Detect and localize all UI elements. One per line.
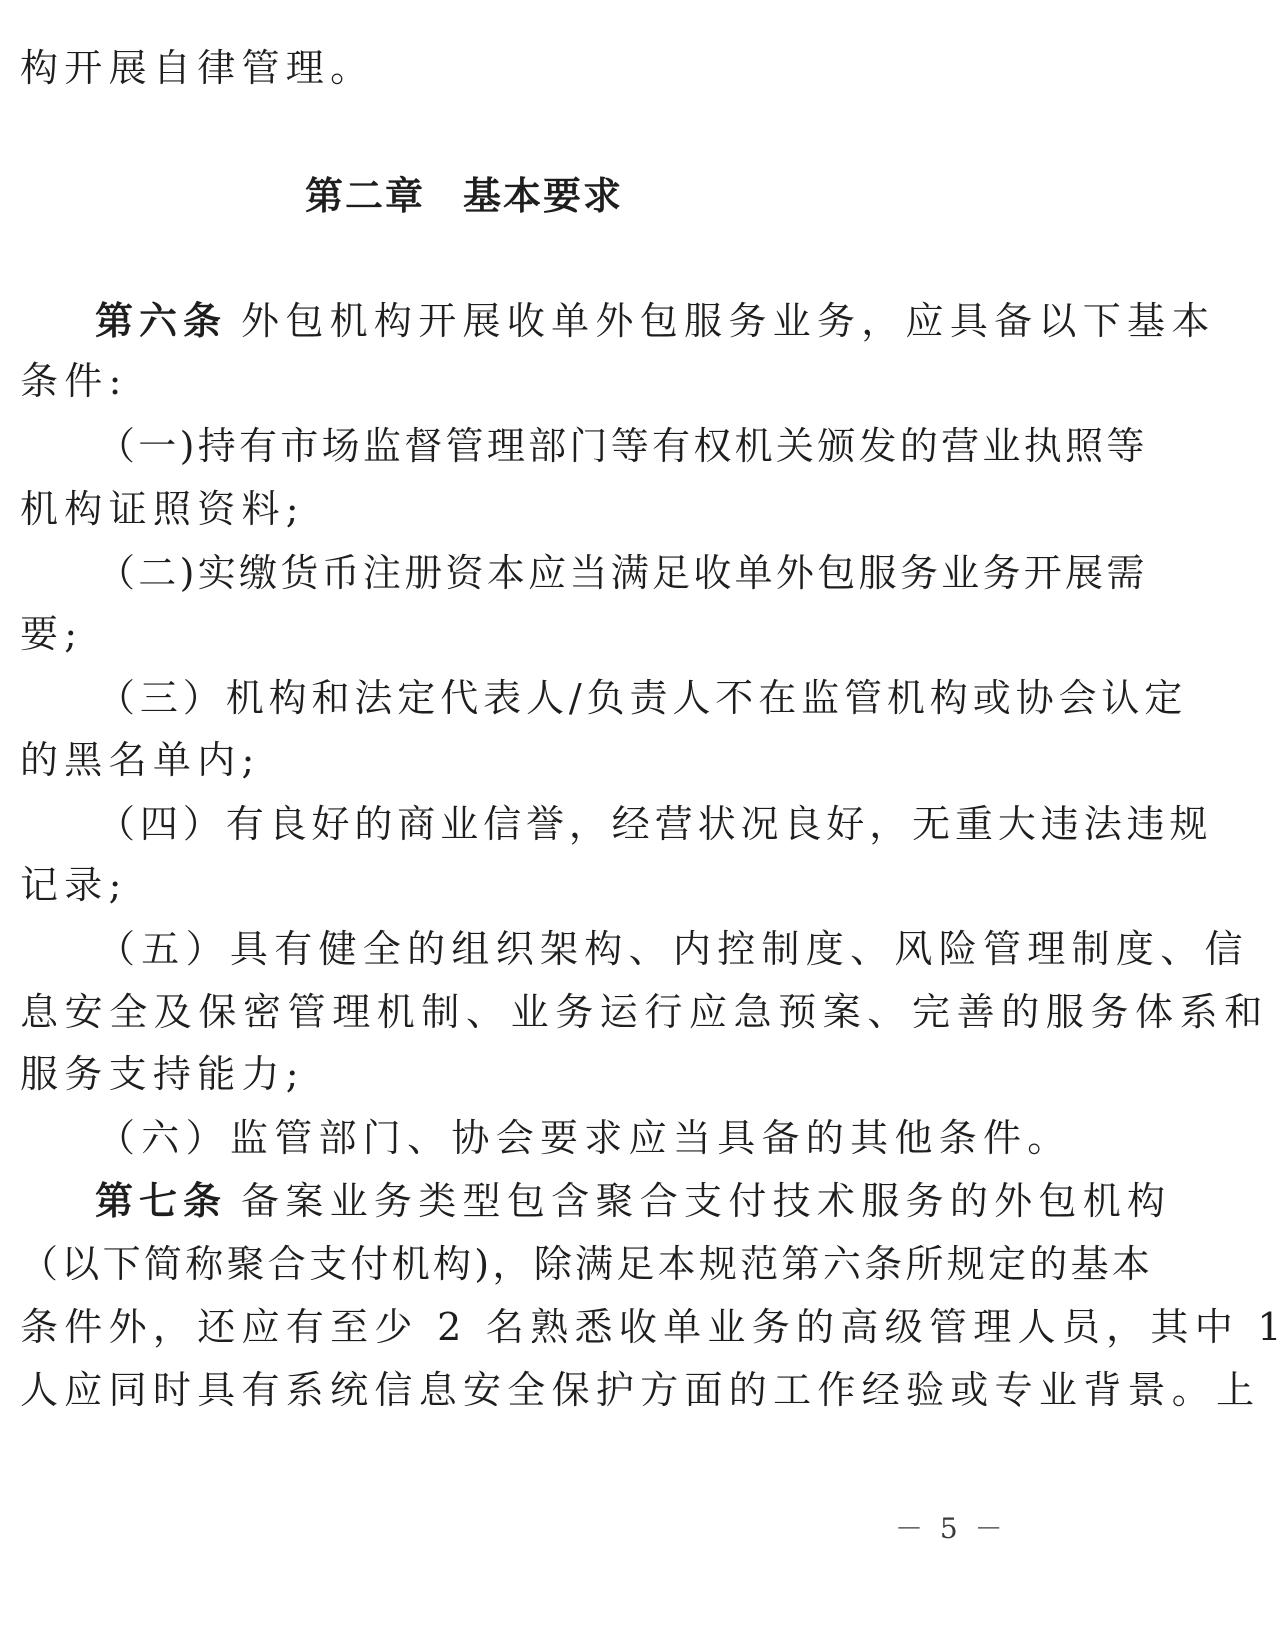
article-6-item-2-line-1: （二)实缴货币注册资本应当满足收单外包服务业务开展需	[97, 551, 1148, 595]
article-7-text: 备案业务类型包含聚合支付技术服务的外包机构	[241, 1179, 1172, 1223]
article-6-item-4-line-1: （四）有良好的商业信誉，经营状况良好，无重大违法违规	[97, 802, 1213, 846]
article-6-item-5-line-3: 服务支持能力;	[20, 1052, 305, 1096]
article-7-line-3: 条件外，还应有至少 2 名熟悉收单业务的高级管理人员，其中 1	[20, 1305, 1288, 1349]
chapter-heading	[305, 174, 623, 218]
article-7-label: 第七条	[95, 1179, 228, 1223]
page-number: － 5 －	[895, 1512, 1007, 1545]
article-6-item-1-line-1: （一)持有市场监督管理部门等有权机关颁发的营业执照等	[97, 424, 1148, 468]
article-6-item-4-line-2: 记录;	[20, 863, 128, 907]
article-6-label: 第六条	[95, 299, 228, 343]
article-6-item-5-line-1: （五）具有健全的组织架构、内控制度、风险管理制度、信	[97, 927, 1249, 971]
article-6-item-2-line-2: 要;	[20, 612, 84, 656]
article-6-text: 外包机构开展收单外包服务业务，应具备以下基本	[241, 299, 1216, 343]
article-6-item-1-line-2: 机构证照资料;	[20, 487, 305, 531]
article-6-item-6: （六）监管部门、协会要求应当具备的其他条件。	[97, 1116, 1072, 1160]
chapter-title: 基本要求	[463, 174, 624, 218]
article-6-item-5-line-2: 息安全及保密管理机制、业务运行应急预案、完善的服务体系和	[20, 990, 1269, 1034]
article-7-line-4: 人应同时具有系统信息安全保护方面的工作经验或专业背景。上	[20, 1368, 1261, 1412]
article-6-line-2: 条件:	[20, 359, 128, 403]
article-7-first-line	[95, 1179, 1171, 1223]
article-6-item-3-line-2: 的黑名单内;	[20, 738, 261, 782]
article-6-first-line	[95, 299, 1216, 343]
intro-continuation: 构开展自律管理。	[20, 46, 375, 90]
article-6-item-3-line-1: （三）机构和法定代表人/负责人不在监管机构或协会认定	[97, 676, 1188, 720]
chapter-number: 第二章	[305, 174, 426, 218]
article-7-line-2: （以下简称聚合支付机构)，除满足本规范第六条所规定的基本	[20, 1242, 1154, 1286]
